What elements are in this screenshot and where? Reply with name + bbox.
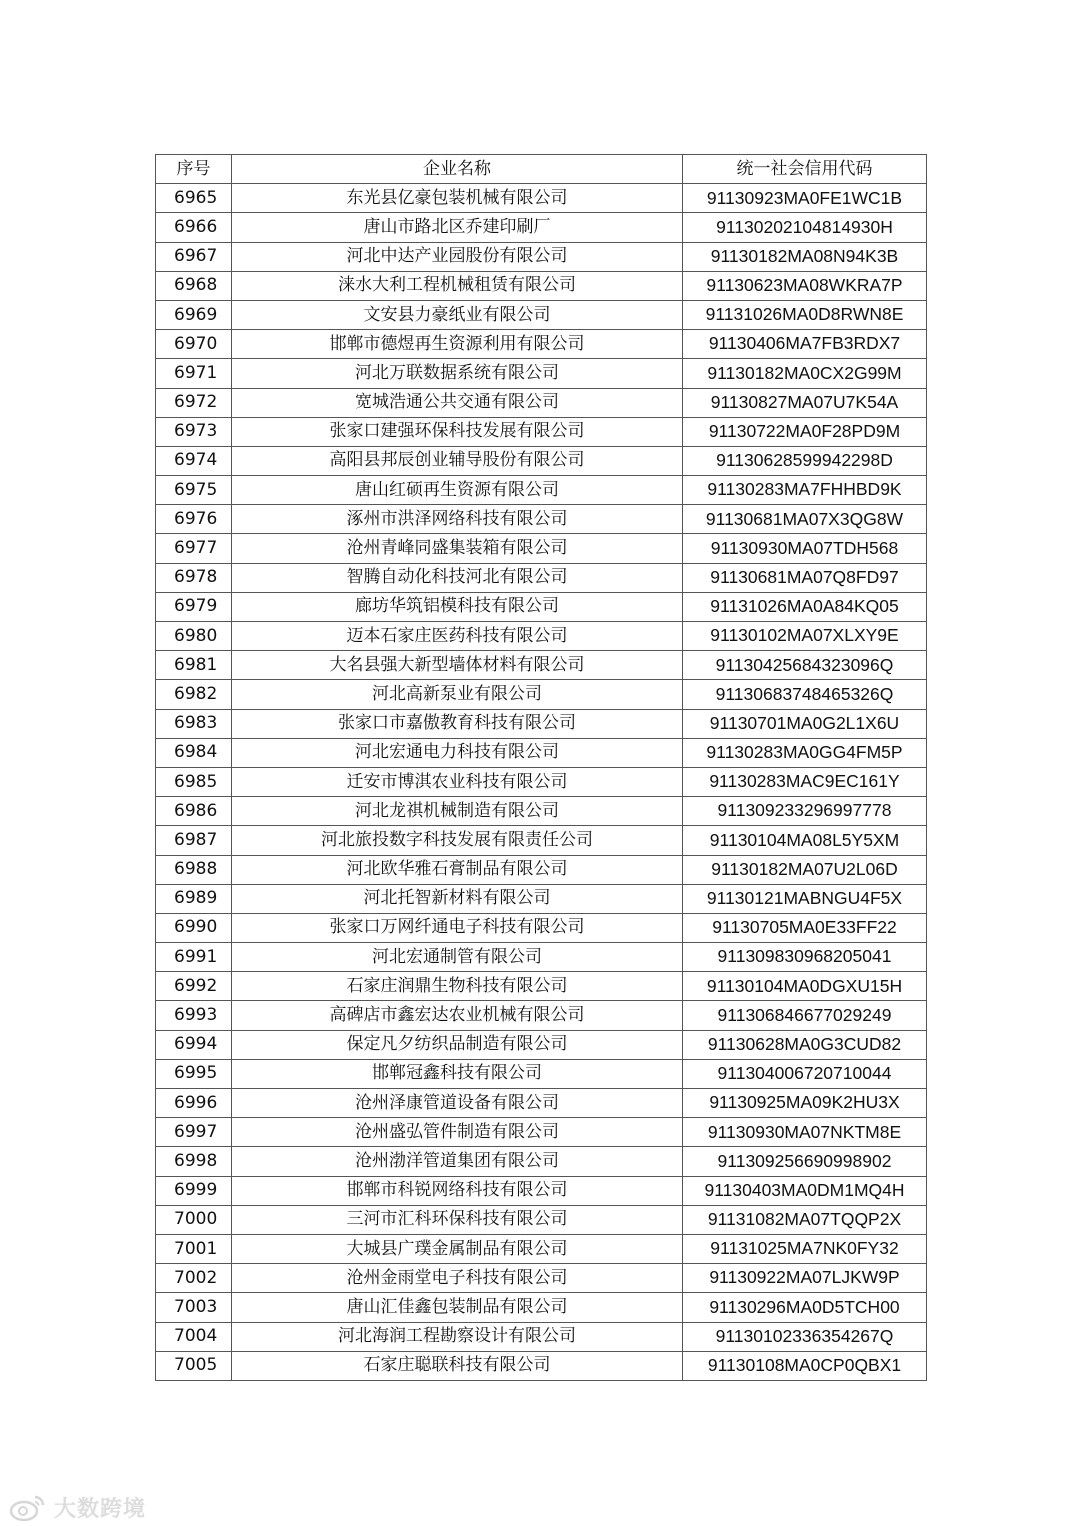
row-company-name: 河北万联数据系统有限公司 bbox=[232, 359, 683, 388]
row-company-name: 邯郸市科锐网络科技有限公司 bbox=[232, 1176, 683, 1205]
row-credit-code: 91130104MA0DGXU15H bbox=[683, 972, 927, 1001]
row-company-name: 廊坊华筑铝模科技有限公司 bbox=[232, 592, 683, 621]
row-company-name: 石家庄润鼎生物科技有限公司 bbox=[232, 972, 683, 1001]
row-company-name: 沧州金雨堂电子科技有限公司 bbox=[232, 1264, 683, 1293]
row-credit-code: 91130701MA0G2L1X6U bbox=[683, 709, 927, 738]
table-row bbox=[156, 622, 927, 651]
row-credit-code: 911309233296997778 bbox=[683, 797, 927, 826]
row-serial-number: 6970 bbox=[156, 330, 232, 359]
row-company-name: 高碑店市鑫宏达农业机械有限公司 bbox=[232, 1001, 683, 1030]
row-credit-code: 91130628MA0G3CUD82 bbox=[683, 1030, 927, 1059]
row-serial-number: 7003 bbox=[156, 1293, 232, 1322]
row-serial-number: 6983 bbox=[156, 709, 232, 738]
table-row bbox=[156, 943, 927, 972]
table-row bbox=[156, 1205, 927, 1234]
row-credit-code: 91130283MA7FHHBD9K bbox=[683, 476, 927, 505]
row-credit-code: 911304006720710044 bbox=[683, 1059, 927, 1088]
row-company-name: 河北中达产业园股份有限公司 bbox=[232, 242, 683, 271]
row-credit-code: 91130922MA07LJKW9P bbox=[683, 1264, 927, 1293]
table-header-row bbox=[156, 155, 927, 184]
row-credit-code: 91130182MA08N94K3B bbox=[683, 242, 927, 271]
row-credit-code: 91130102336354267Q bbox=[683, 1322, 927, 1351]
row-company-name: 东光县亿豪包装机械有限公司 bbox=[232, 184, 683, 213]
row-serial-number: 6984 bbox=[156, 738, 232, 767]
row-company-name: 河北高新泵业有限公司 bbox=[232, 680, 683, 709]
table-row bbox=[156, 1351, 927, 1380]
table-row bbox=[156, 797, 927, 826]
row-serial-number: 6994 bbox=[156, 1030, 232, 1059]
row-company-name: 大城县广璞金属制品有限公司 bbox=[232, 1234, 683, 1263]
row-company-name: 唐山红硕再生资源有限公司 bbox=[232, 476, 683, 505]
row-credit-code: 91130681MA07Q8FD97 bbox=[683, 563, 927, 592]
table-row bbox=[156, 1118, 927, 1147]
row-serial-number: 6966 bbox=[156, 213, 232, 242]
table-row bbox=[156, 1030, 927, 1059]
watermark-text: 大数跨境 bbox=[54, 1496, 147, 1522]
row-serial-number: 6972 bbox=[156, 388, 232, 417]
row-company-name: 河北龙祺机械制造有限公司 bbox=[232, 797, 683, 826]
table-row bbox=[156, 300, 927, 329]
table-body bbox=[156, 184, 927, 1381]
row-credit-code: 911309830968205041 bbox=[683, 943, 927, 972]
row-serial-number: 7000 bbox=[156, 1205, 232, 1234]
row-serial-number: 6978 bbox=[156, 563, 232, 592]
header-company-name: 企业名称 bbox=[232, 155, 683, 184]
row-company-name: 文安县力豪纸业有限公司 bbox=[232, 300, 683, 329]
row-serial-number: 6991 bbox=[156, 943, 232, 972]
table-row bbox=[156, 1059, 927, 1088]
row-credit-code: 91130283MA0GG4FM5P bbox=[683, 738, 927, 767]
table-row bbox=[156, 884, 927, 913]
table-row bbox=[156, 505, 927, 534]
row-credit-code: 91130681MA07X3QG8W bbox=[683, 505, 927, 534]
table-row bbox=[156, 972, 927, 1001]
table-row bbox=[156, 738, 927, 767]
row-credit-code: 91130121MABNGU4F5X bbox=[683, 884, 927, 913]
row-serial-number: 6979 bbox=[156, 592, 232, 621]
header-credit-code: 统一社会信用代码 bbox=[683, 155, 927, 184]
row-company-name: 邯郸市德煜再生资源利用有限公司 bbox=[232, 330, 683, 359]
row-credit-code: 91130296MA0D5TCH00 bbox=[683, 1293, 927, 1322]
table-row bbox=[156, 476, 927, 505]
row-serial-number: 6990 bbox=[156, 913, 232, 942]
row-serial-number: 6976 bbox=[156, 505, 232, 534]
table-row bbox=[156, 1234, 927, 1263]
row-credit-code: 911306846677029249 bbox=[683, 1001, 927, 1030]
row-company-name: 沧州青峰同盛集装箱有限公司 bbox=[232, 534, 683, 563]
row-serial-number: 6999 bbox=[156, 1176, 232, 1205]
row-company-name: 宽城浩通公共交通有限公司 bbox=[232, 388, 683, 417]
row-company-name: 沧州渤洋管道集团有限公司 bbox=[232, 1147, 683, 1176]
row-credit-code: 91130827MA07U7K54A bbox=[683, 388, 927, 417]
row-credit-code: 91130930MA07NKTM8E bbox=[683, 1118, 927, 1147]
table-row bbox=[156, 1089, 927, 1118]
table-row bbox=[156, 563, 927, 592]
row-serial-number: 6996 bbox=[156, 1089, 232, 1118]
row-company-name: 河北欧华雅石膏制品有限公司 bbox=[232, 855, 683, 884]
row-credit-code: 91130623MA08WKRA7P bbox=[683, 271, 927, 300]
row-credit-code: 91131025MA7NK0FY32 bbox=[683, 1234, 927, 1263]
row-company-name: 唐山市路北区乔建印刷厂 bbox=[232, 213, 683, 242]
row-serial-number: 6969 bbox=[156, 300, 232, 329]
row-credit-code: 91130425684323096Q bbox=[683, 651, 927, 680]
row-serial-number: 6986 bbox=[156, 797, 232, 826]
row-company-name: 大名县强大新型墙体材料有限公司 bbox=[232, 651, 683, 680]
row-credit-code: 91131026MA0D8RWN8E bbox=[683, 300, 927, 329]
row-serial-number: 6989 bbox=[156, 884, 232, 913]
row-serial-number: 6968 bbox=[156, 271, 232, 300]
row-company-name: 涿州市洪泽网络科技有限公司 bbox=[232, 505, 683, 534]
row-company-name: 河北宏通电力科技有限公司 bbox=[232, 738, 683, 767]
row-company-name: 邯郸冠鑫科技有限公司 bbox=[232, 1059, 683, 1088]
row-company-name: 保定凡夕纺织品制造有限公司 bbox=[232, 1030, 683, 1059]
watermark bbox=[8, 1489, 146, 1525]
row-company-name: 三河市汇科环保科技有限公司 bbox=[232, 1205, 683, 1234]
table-row bbox=[156, 446, 927, 475]
row-company-name: 河北托智新材料有限公司 bbox=[232, 884, 683, 913]
table-row bbox=[156, 913, 927, 942]
table-row bbox=[156, 1293, 927, 1322]
table-row bbox=[156, 651, 927, 680]
row-credit-code: 911309256690998902 bbox=[683, 1147, 927, 1176]
enterprise-table bbox=[155, 154, 927, 1381]
row-company-name: 石家庄聪联科技有限公司 bbox=[232, 1351, 683, 1380]
table-row bbox=[156, 534, 927, 563]
row-company-name: 智腾自动化科技河北有限公司 bbox=[232, 563, 683, 592]
table-row bbox=[156, 213, 927, 242]
table-row bbox=[156, 330, 927, 359]
table-row bbox=[156, 242, 927, 271]
row-serial-number: 6973 bbox=[156, 417, 232, 446]
table-row bbox=[156, 417, 927, 446]
row-credit-code: 91131082MA07TQQP2X bbox=[683, 1205, 927, 1234]
row-company-name: 高阳县邦辰创业辅导股份有限公司 bbox=[232, 446, 683, 475]
table-row bbox=[156, 359, 927, 388]
table-row bbox=[156, 826, 927, 855]
row-company-name: 迁安市博淇农业科技有限公司 bbox=[232, 767, 683, 796]
row-credit-code: 91130705MA0E33FF22 bbox=[683, 913, 927, 942]
row-serial-number: 6980 bbox=[156, 622, 232, 651]
table-row bbox=[156, 1322, 927, 1351]
table-row bbox=[156, 1001, 927, 1030]
row-serial-number: 6997 bbox=[156, 1118, 232, 1147]
header-serial-number: 序号 bbox=[156, 155, 232, 184]
row-credit-code: 91130202104814930H bbox=[683, 213, 927, 242]
row-company-name: 唐山汇佳鑫包装制品有限公司 bbox=[232, 1293, 683, 1322]
table-row bbox=[156, 388, 927, 417]
row-company-name: 河北旅投数字科技发展有限责任公司 bbox=[232, 826, 683, 855]
row-serial-number: 6985 bbox=[156, 767, 232, 796]
table-row bbox=[156, 855, 927, 884]
row-serial-number: 6987 bbox=[156, 826, 232, 855]
row-serial-number: 6974 bbox=[156, 446, 232, 475]
row-serial-number: 7002 bbox=[156, 1264, 232, 1293]
row-credit-code: 91130108MA0CP0QBX1 bbox=[683, 1351, 927, 1380]
row-credit-code: 91130683748465326Q bbox=[683, 680, 927, 709]
row-serial-number: 6977 bbox=[156, 534, 232, 563]
row-serial-number: 6998 bbox=[156, 1147, 232, 1176]
row-credit-code: 91130923MA0FE1WC1B bbox=[683, 184, 927, 213]
row-serial-number: 7004 bbox=[156, 1322, 232, 1351]
row-credit-code: 91130283MAC9EC161Y bbox=[683, 767, 927, 796]
row-credit-code: 91131026MA0A84KQ05 bbox=[683, 592, 927, 621]
table-row bbox=[156, 1264, 927, 1293]
row-serial-number: 6992 bbox=[156, 972, 232, 1001]
table-row bbox=[156, 592, 927, 621]
table-row bbox=[156, 1147, 927, 1176]
table-row bbox=[156, 271, 927, 300]
table-row bbox=[156, 709, 927, 738]
table-row bbox=[156, 767, 927, 796]
row-company-name: 张家口建强环保科技发展有限公司 bbox=[232, 417, 683, 446]
row-serial-number: 6967 bbox=[156, 242, 232, 271]
row-credit-code: 91130925MA09K2HU3X bbox=[683, 1089, 927, 1118]
row-credit-code: 91130406MA7FB3RDX7 bbox=[683, 330, 927, 359]
row-company-name: 沧州盛弘管件制造有限公司 bbox=[232, 1118, 683, 1147]
row-serial-number: 6982 bbox=[156, 680, 232, 709]
row-credit-code: 91130628599942298D bbox=[683, 446, 927, 475]
row-serial-number: 7001 bbox=[156, 1234, 232, 1263]
row-serial-number: 6981 bbox=[156, 651, 232, 680]
table-row bbox=[156, 184, 927, 213]
row-company-name: 涞水大利工程机械租赁有限公司 bbox=[232, 271, 683, 300]
row-company-name: 张家口万网纤通电子科技有限公司 bbox=[232, 913, 683, 942]
row-credit-code: 91130403MA0DM1MQ4H bbox=[683, 1176, 927, 1205]
table-row bbox=[156, 1176, 927, 1205]
row-credit-code: 91130930MA07TDH568 bbox=[683, 534, 927, 563]
row-credit-code: 91130182MA0CX2G99M bbox=[683, 359, 927, 388]
row-company-name: 张家口市嘉傲教育科技有限公司 bbox=[232, 709, 683, 738]
row-company-name: 河北宏通制管有限公司 bbox=[232, 943, 683, 972]
row-company-name: 河北海润工程勘察设计有限公司 bbox=[232, 1322, 683, 1351]
row-credit-code: 91130182MA07U2L06D bbox=[683, 855, 927, 884]
row-serial-number: 6975 bbox=[156, 476, 232, 505]
weibo-logo-icon bbox=[8, 1492, 48, 1522]
row-serial-number: 7005 bbox=[156, 1351, 232, 1380]
row-serial-number: 6995 bbox=[156, 1059, 232, 1088]
row-company-name: 迈本石家庄医药科技有限公司 bbox=[232, 622, 683, 651]
row-serial-number: 6988 bbox=[156, 855, 232, 884]
row-company-name: 沧州泽康管道设备有限公司 bbox=[232, 1089, 683, 1118]
row-serial-number: 6993 bbox=[156, 1001, 232, 1030]
row-serial-number: 6965 bbox=[156, 184, 232, 213]
table-row bbox=[156, 680, 927, 709]
row-credit-code: 91130102MA07XLXY9E bbox=[683, 622, 927, 651]
row-credit-code: 91130104MA08L5Y5XM bbox=[683, 826, 927, 855]
row-credit-code: 91130722MA0F28PD9M bbox=[683, 417, 927, 446]
row-serial-number: 6971 bbox=[156, 359, 232, 388]
